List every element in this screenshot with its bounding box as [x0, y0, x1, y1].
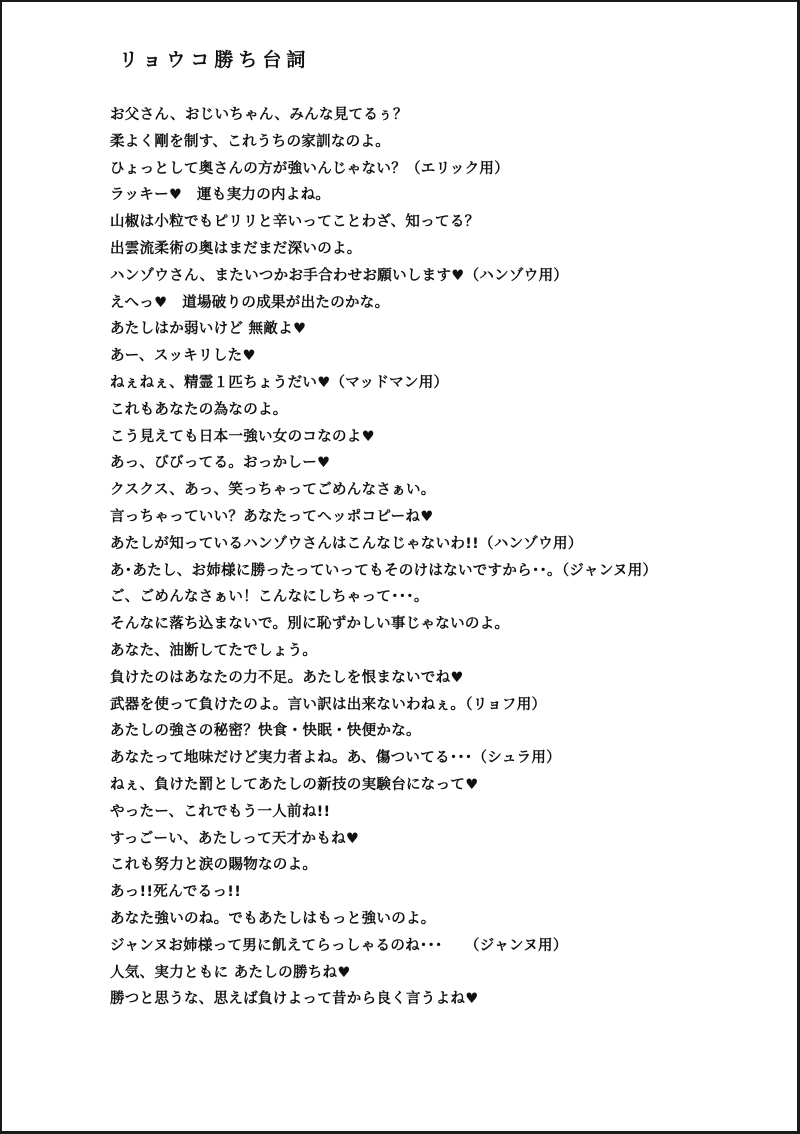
quote-line: あたしが知っているハンゾウさんはこんなじゃないわ!!（ハンゾウ用） — [110, 535, 583, 552]
quote-line: やったー、これでもう一人前ね!! — [110, 803, 331, 820]
quote-line: そんなに落ち込まないで。別に恥ずかしい事じゃないのよ。 — [110, 616, 510, 633]
quote-line: 山椒は小粒でもピリリと辛いってことわざ、知ってる？ — [110, 214, 480, 231]
quote-line: クスクス、あっ、笑っちゃってごめんなさぁい。 — [110, 482, 436, 499]
quote-line: 負けたのはあなたの力不足。あたしを恨まないでね♥ — [110, 669, 464, 686]
quote-line: こう見えても日本一強い女のコなのよ♥ — [110, 428, 375, 445]
quote-line: お父さん、おじいちゃん、みんな見てるぅ？ — [110, 107, 408, 123]
page-title: リョウコ勝ち台詞 — [119, 49, 311, 71]
quote-line: これも努力と涙の賜物なのよ。 — [110, 857, 318, 874]
quote-line: 出雲流柔術の奥はまだまだ深いのよ。 — [110, 240, 362, 257]
quote-line: えへっ♥ 道場破りの成果が出たのかな。 — [110, 294, 390, 311]
quote-line: ねぇねぇ、精霊１匹ちょうだい♥（マッドマン用） — [110, 374, 449, 391]
quote-line: あなた強いのね。でもあたしはもっと強いのよ。 — [110, 910, 436, 927]
quote-line: あっ!!死んでるっ!! — [110, 884, 242, 901]
quote-line: ねぇ、負けた罰としてあたしの新技の実験台になって♥ — [110, 776, 479, 793]
quote-line: あなたって地味だけど実力者よね。あ、傷ついてる･･･（シュラ用） — [110, 750, 561, 767]
victory-quote-list — [110, 102, 657, 1013]
quote-line: あっ、びびってる。おっかしー♥ — [110, 455, 331, 472]
quote-line: あたしはか弱いけど 無敵よ♥ — [110, 321, 307, 338]
quote-line: あ･あたし、お姉様に勝ったっていってもそのけはないですから･･。（ジャンヌ用） — [110, 562, 658, 579]
quote-line: あー、スッキリした♥ — [110, 348, 256, 365]
quote-line: ご、ごめんなさぁい！こんなにしちゃって･･･。 — [110, 589, 429, 606]
quote-line: あたしの強さの秘密？快食・快眠・快便かな。 — [110, 723, 421, 740]
quote-line: ジャンヌお姉様って男に飢えてらっしゃるのね･･･ （ジャンヌ用） — [110, 937, 568, 954]
quote-line: あなた、油断してたでしょう。 — [110, 642, 318, 659]
quote-line: これもあなたの為なのよ。 — [110, 401, 288, 418]
quote-line: 武器を使って負けたのよ。言い訳は出来ないわねぇ。（リョフ用） — [110, 696, 547, 713]
quote-line: ひょっとして奥さんの方が強いんじゃない？（エリック用） — [110, 160, 510, 177]
quote-line: ラッキー♥ 運も実力の内よね。 — [110, 187, 331, 204]
quote-line: 人気、実力ともに あたしの勝ちね♥ — [110, 964, 351, 981]
quote-line: 勝つと思うな、思えば負けよって昔から良く言うよね♥ — [110, 991, 479, 1008]
quote-line: 柔よく剛を制す、これうちの家訓なのよ。 — [110, 133, 391, 150]
quote-line: すっごーい、あたしって天才かもね♥ — [110, 830, 360, 847]
quote-line: 言っちゃっていい？あなたってヘッポコピーね♥ — [110, 508, 434, 525]
quote-line: ハンゾウさん、またいつかお手合わせお願いします♥（ハンゾウ用） — [110, 267, 569, 284]
